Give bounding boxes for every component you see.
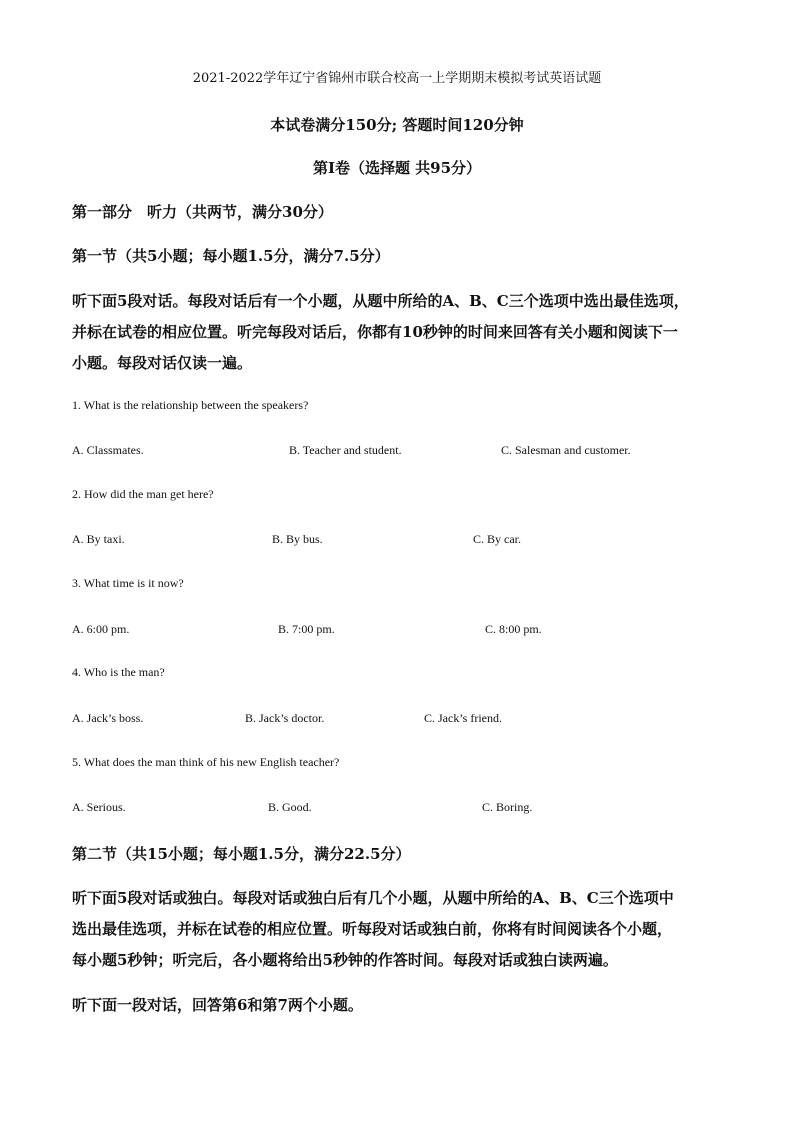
section2-prompt: 听下面一段对话，回答第6和第7两个小题。 [72,996,363,1014]
section2-heading: 第二节（共15小题；每小题1.5分，满分22.5分） [72,845,411,863]
q3-option-c: C. 8:00 pm. [485,622,542,636]
question-5: 5. What does the man think of his new English teacher? [72,755,340,769]
q5-option-b: B. Good. [268,800,312,814]
volume-title: 第Ⅰ卷（选择题 共95分） [312,159,482,177]
part1-heading: 第一部分 听力（共两节，满分30分） [72,203,333,221]
q1-option-c: C. Salesman and customer. [501,443,631,457]
q4-option-a: A. Jack’s boss. [72,711,144,725]
question-2: 2. How did the man get here? [72,487,214,501]
section2-instruction-line: 每小题5秒钟；听完后，各小题将给出5秒钟的作答时间。每段对话或独白读两遍。 [72,951,618,969]
score-time-info: 本试卷满分150分; 答题时间120分钟 [270,116,524,134]
section1-instruction-line: 并标在试卷的相应位置。听完每段对话后，你都有10秒钟的时间来回答有关小题和阅读下一 [72,323,678,341]
question-4: 4. Who is the man? [72,665,165,679]
q3-option-b: B. 7:00 pm. [278,622,335,636]
q2-option-c: C. By car. [473,532,521,546]
q4-option-b: B. Jack’s doctor. [245,711,325,725]
q5-option-c: C. Boring. [482,800,533,814]
q2-option-a: A. By taxi. [72,532,125,546]
q3-option-a: A. 6:00 pm. [72,622,130,636]
q4-option-c: C. Jack’s friend. [424,711,502,725]
q2-option-b: B. By bus. [272,532,323,546]
section1-heading: 第一节（共5小题；每小题1.5分，满分7.5分） [72,247,390,265]
section2-instruction-line: 听下面5段对话或独白。每段对话或独白后有几个小题，从题中所给的A、B、C三个选项中 [72,889,674,907]
section2-instruction-line: 选出最佳选项，并标在试卷的相应位置。听每段对话或独白前，你将有时间阅读各个小题， [72,920,673,938]
question-1: 1. What is the relationship between the speakers? [72,398,309,412]
section1-instruction-line: 听下面5段对话。每段对话后有一个小题，从题中所给的A、B、C三个选项中选出最佳选项， [72,292,689,310]
question-3: 3. What time is it now? [72,576,184,590]
q5-option-a: A. Serious. [72,800,126,814]
exam-title: 2021-2022学年辽宁省锦州市联合校高一上学期期末模拟考试英语试题 [192,71,602,86]
q1-option-b: B. Teacher and student. [289,443,402,457]
section1-instruction-line: 小题。每段对话仅读一遍。 [72,354,253,372]
q1-option-a: A. Classmates. [72,443,144,457]
